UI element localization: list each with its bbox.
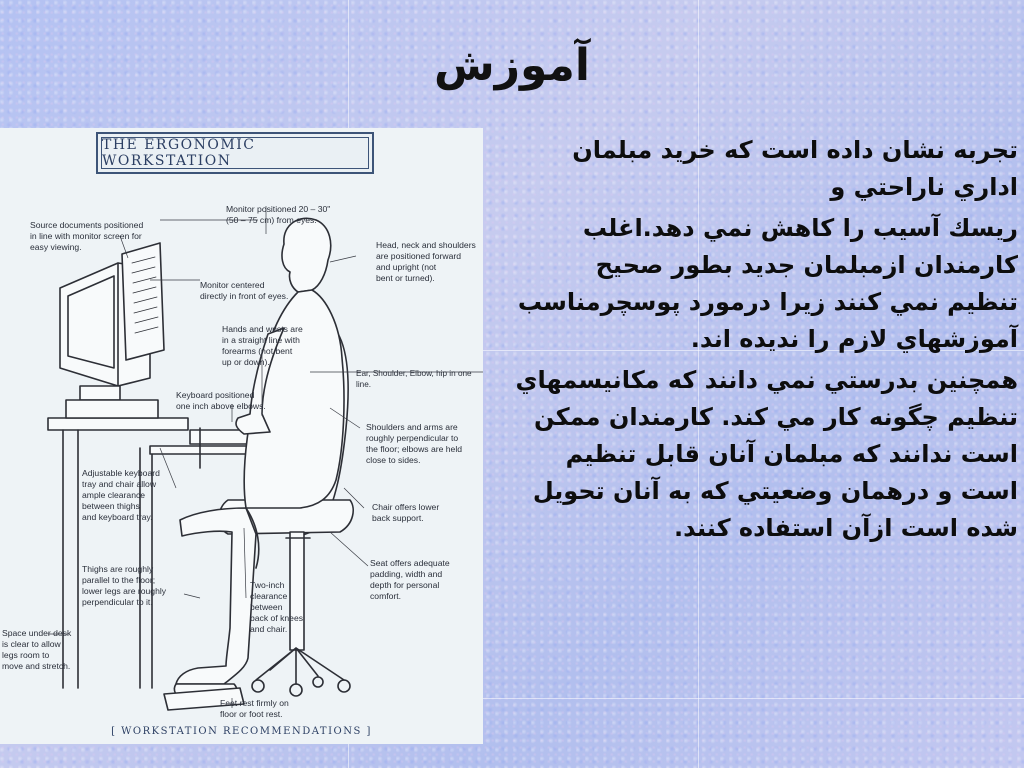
- annotation-shoulders-arms: Shoulders and arms are roughly perpendicular to the floor; elbows are held close to sides.: [366, 422, 463, 465]
- text-line: است ندانند كه مبلمان آنان قابل تنظيم: [565, 440, 1018, 468]
- text-line: شده است ازآن استفاده كنند.: [674, 514, 1018, 542]
- annotation-head-neck: Head, neck and shoulders are positioned forward and upright (not bent or turned).: [376, 240, 476, 283]
- annotation-monitor-distance: Monitor positioned 20 – 30" (50 – 75 cm) from eyes.: [226, 204, 331, 225]
- annotation-keyboard: Keyboard positioned one inch above elbows.: [176, 390, 266, 411]
- chair-wheel: [252, 680, 264, 692]
- text-line: همچنين بدرستي نمي دانند كه مكانيسمهاي: [515, 366, 1018, 394]
- paragraph-1: [510, 132, 1018, 206]
- slide-title: آموزش: [434, 40, 590, 91]
- annotation-thighs: Thighs are roughly parallel to the floor; lower legs are roughly perpendicular to it.: [82, 564, 167, 607]
- text-line: كارمندان ازمبلمان جديد بطور صحيح: [595, 251, 1018, 279]
- figure-title: THE ERGONOMIC WORKSTATION: [101, 137, 369, 169]
- paragraph-2: [510, 210, 1018, 358]
- text-line: تنظيم چگونه كار مي كند. كارمندان ممكن: [534, 403, 1018, 431]
- ergonomic-workstation-figure: [0, 128, 483, 744]
- annotation-chair-support: Chair offers lower back support.: [372, 502, 440, 523]
- annotation-space-under-desk: Space under desk is clear to allow legs room to move and stretch.: [2, 628, 72, 671]
- figure-caption: [ WORKSTATION RECOMMENDATIONS ]: [111, 726, 372, 737]
- text-line: اداري ناراحتي و: [830, 173, 1018, 201]
- text-line: است و درهمان وضعيتي كه به آنان تحويل: [532, 477, 1018, 505]
- annotation-monitor-centered: Monitor centered directly in front of eyes.: [200, 280, 289, 301]
- desk-top: [48, 418, 188, 430]
- text-line: آموزشهاي لازم را نديده اند.: [690, 325, 1018, 353]
- text-line: تجربه نشان داده است که خريد مبلمان: [572, 136, 1018, 164]
- annotation-keyboard-tray: Adjustable keyboard tray and chair allow ample clearance between thighs and keyboard tray.: [82, 468, 160, 522]
- document-holder: [122, 243, 164, 360]
- annotation-feet: Feet rest firmly on floor or foot rest.: [220, 698, 289, 719]
- annotation-two-inch: Two-inch clearance between back of knees and chair.: [250, 580, 304, 634]
- slide-body-text: [510, 132, 1018, 551]
- annotation-seat: Seat offers adequate padding, width and depth for personal comfort.: [370, 558, 450, 601]
- text-line: تنظيم نمي كنند زيرا درمورد پوسچرمناسب: [517, 288, 1018, 316]
- annotation-ear-line: Ear, Shoulder, Elbow, hip in one line.: [356, 369, 472, 389]
- monitor-stand: [80, 386, 120, 400]
- person-head: [282, 218, 331, 292]
- paragraph-3: [510, 362, 1018, 547]
- annotation-hands-wrists: Hands and wrists are in a straight line with forearms (not bent up or down).: [222, 324, 303, 367]
- chair-base: [256, 648, 344, 684]
- text-line: ريسك آسيب را كاهش نمي دهد.اغلب: [582, 214, 1018, 242]
- annotation-source-documents: Source documents positioned in line with monitor screen for easy viewing.: [30, 220, 144, 252]
